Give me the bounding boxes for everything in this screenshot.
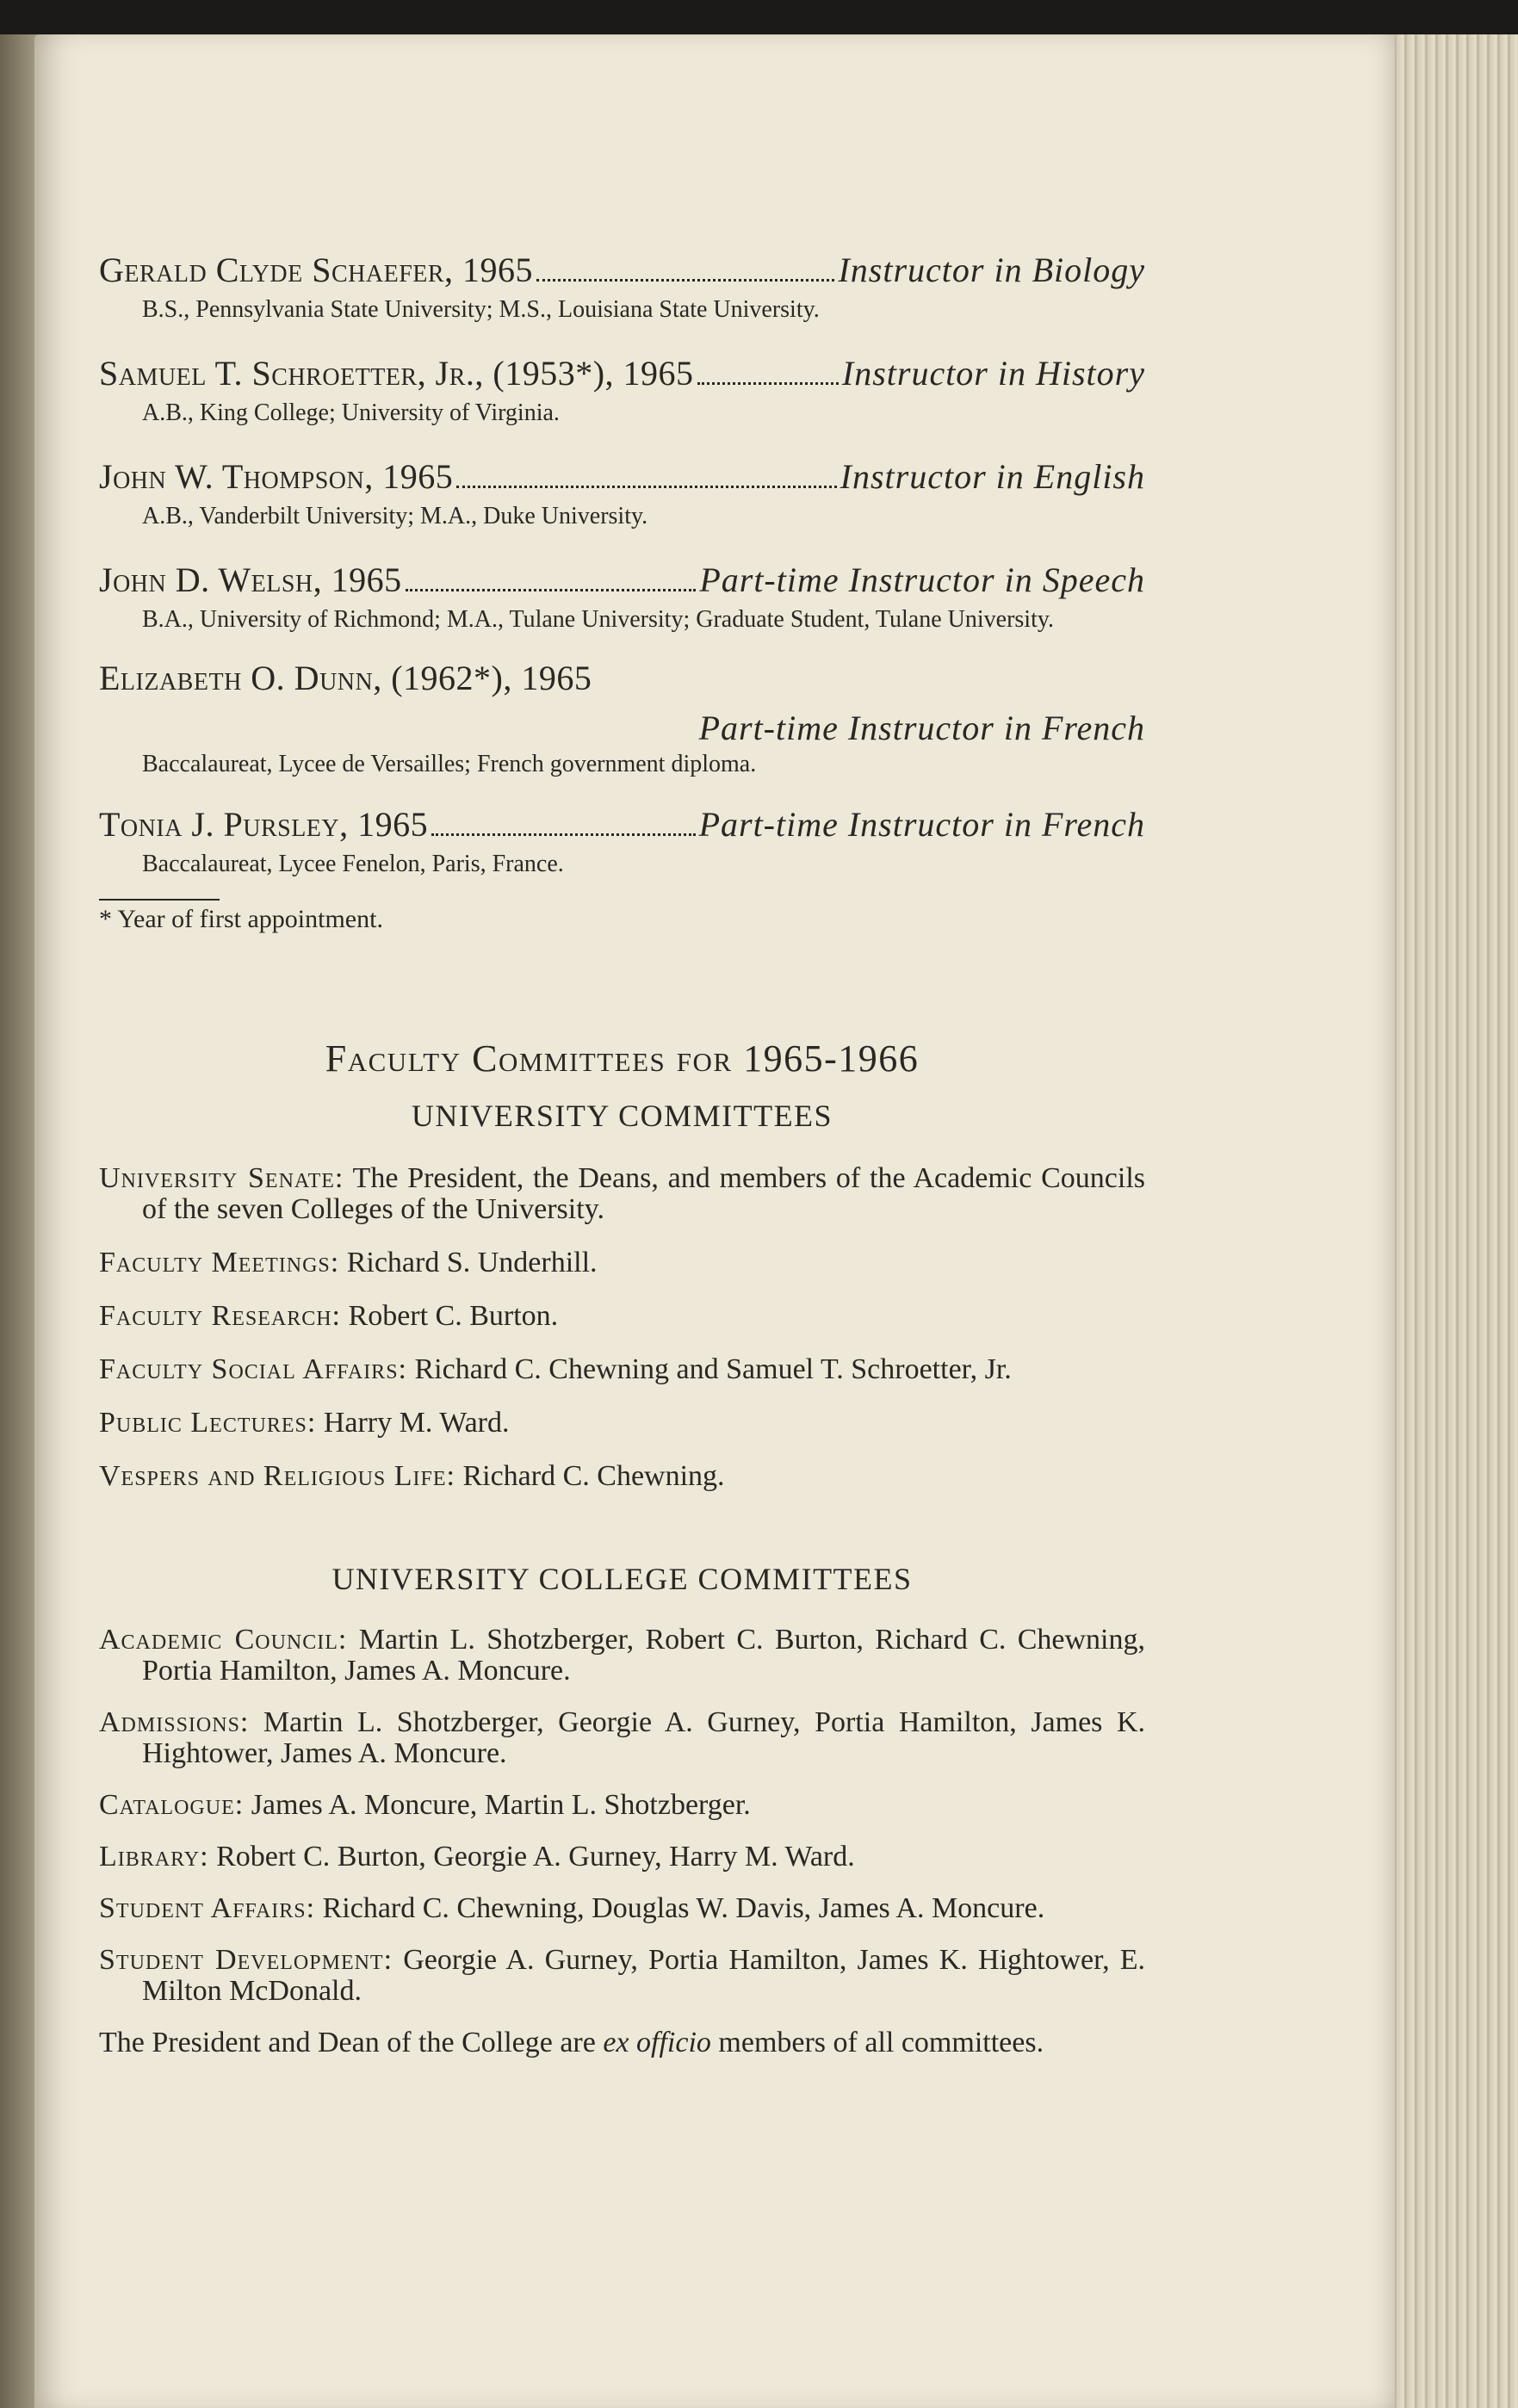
staff-entry	[99, 250, 1145, 324]
staff-title: Part-time Instructor in Speech	[699, 560, 1145, 599]
committee-item	[99, 1842, 1145, 1873]
committees-heading: Faculty Committees for 1965-1966	[325, 1037, 920, 1080]
committee-members: Harry M. Ward.	[323, 1407, 510, 1439]
committee-label: Vespers and Religious Life:	[99, 1460, 455, 1492]
staff-title: Instructor in English	[840, 457, 1145, 496]
staff-entry	[99, 353, 1145, 427]
committee-members: Richard C. Chewning.	[462, 1460, 725, 1492]
committee-members: Martin L. Shotzberger, Georgie A. Gurney, Portia Hamilton, James K. Hightower, James A. Moncure.	[142, 1706, 1146, 1769]
committee-item	[99, 1707, 1145, 1769]
committee-label: Library:	[99, 1841, 209, 1873]
committee-members: The President, the Deans, and members of the Academic Councils of the seven Colleges of the University.	[142, 1162, 1145, 1225]
committee-label: Public Lectures:	[99, 1407, 317, 1439]
staff-entry	[99, 804, 1145, 878]
staff-degrees: Baccalaureat, Lycee de Versailles; French government diploma.	[142, 751, 757, 777]
staff-entry	[99, 456, 1145, 530]
committee-item	[99, 1301, 1145, 1332]
staff-entry	[99, 560, 1145, 634]
committee-item	[99, 1461, 1145, 1492]
committee-members: Georgie A. Gurney, Portia Hamilton, James K. Hightower, E. Milton McDonald.	[142, 1944, 1146, 2007]
ex-officio-phrase: ex officio	[603, 2027, 711, 2058]
committee-label: University Senate:	[99, 1162, 344, 1194]
college-committees-heading: UNIVERSITY COLLEGE COMMITTEES	[331, 1562, 913, 1596]
staff-name: Gerald Clyde Schaefer, 1965	[99, 251, 534, 289]
staff-entry	[99, 658, 1145, 778]
committee-label: Student Affairs:	[99, 1892, 316, 1924]
document-page	[34, 34, 1395, 2408]
committee-item	[99, 1625, 1145, 1687]
committee-members: Richard C. Chewning, Douglas W. Davis, James A. Moncure.	[322, 1892, 1045, 1924]
footnote: * Year of first appointment.	[99, 905, 383, 933]
staff-title: Instructor in Biology	[838, 251, 1145, 289]
committee-label: Faculty Meetings:	[99, 1247, 340, 1278]
staff-name: John W. Thompson, 1965	[99, 457, 454, 496]
committee-members: Richard C. Chewning and Samuel T. Schroetter, Jr.	[414, 1353, 1012, 1385]
staff-degrees: A.B., Vanderbilt University; M.A., Duke University.	[142, 503, 648, 529]
committee-members: Richard S. Underhill.	[346, 1247, 598, 1278]
staff-name: John D. Welsh, 1965	[99, 560, 402, 599]
committee-label: Faculty Research:	[99, 1300, 342, 1332]
committee-members: Robert C. Burton.	[348, 1300, 559, 1332]
staff-degrees: B.A., University of Richmond; M.A., Tulane University; Graduate Student, Tulane University.	[142, 606, 1055, 633]
committee-item	[99, 1893, 1145, 1924]
committee-item	[99, 1945, 1145, 2007]
staff-name: Elizabeth O. Dunn, (1962*), 1965	[99, 659, 592, 697]
committee-label: Student Development:	[99, 1944, 393, 1976]
committee-label: Admissions:	[99, 1706, 250, 1738]
closing-note: The President and Dean of the College are ex officio members of all committees.	[99, 2027, 1044, 2058]
staff-degrees: Baccalaureat, Lycee Fenelon, Paris, France.	[142, 851, 564, 877]
book-page-stack	[1378, 34, 1518, 2408]
staff-degrees: A.B., King College; University of Virginia.	[142, 399, 560, 426]
committee-members: Robert C. Burton, Georgie A. Gurney, Harry M. Ward.	[216, 1841, 855, 1873]
committee-members: James A. Moncure, Martin L. Shotzberger.	[251, 1789, 751, 1821]
committee-members: Martin L. Shotzberger, Robert C. Burton, Richard C. Chewning, Portia Hamilton, James A. Moncure.	[142, 1624, 1146, 1687]
page-content	[99, 250, 1145, 2058]
committee-item	[99, 1354, 1145, 1385]
committee-item	[99, 1163, 1145, 1225]
staff-title: Part-time Instructor in French	[698, 805, 1145, 844]
university-committees-heading: UNIVERSITY COMMITTEES	[411, 1099, 833, 1133]
committee-item	[99, 1247, 1145, 1278]
committee-label: Catalogue:	[99, 1789, 245, 1821]
staff-degrees: B.S., Pennsylvania State University; M.S., Louisiana State University.	[142, 296, 820, 323]
staff-name: Samuel T. Schroetter, Jr., (1953*), 1965	[99, 354, 694, 393]
staff-name: Tonia J. Pursley, 1965	[99, 805, 429, 844]
committee-item	[99, 1790, 1145, 1821]
committee-item	[99, 1408, 1145, 1439]
staff-title: Instructor in History	[841, 354, 1145, 393]
footnote-rule	[99, 899, 220, 901]
committee-label: Faculty Social Affairs:	[99, 1353, 407, 1385]
committee-label: Academic Council:	[99, 1624, 348, 1656]
staff-title: Part-time Instructor in French	[698, 709, 1145, 747]
